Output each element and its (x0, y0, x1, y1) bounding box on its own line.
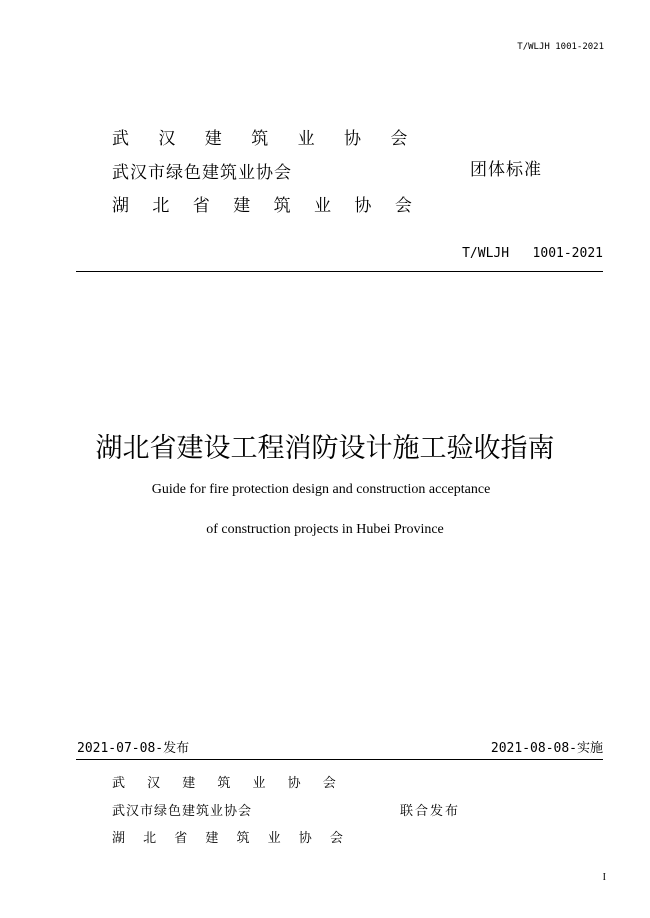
implementation-date: 2021-08-08-实施 (490, 741, 603, 756)
standard-number: T/WLJH 1001-2021 (462, 246, 603, 261)
header-standard-code: T/WLJH 1001-2021 (517, 42, 604, 52)
document-title-chinese: 湖北省建设工程消防设计施工验收指南 (95, 433, 555, 464)
page-number: I (602, 872, 606, 883)
top-divider (76, 271, 603, 272)
publisher-org-wuhan-construction: 武 汉 建 筑 业 协 会 (112, 776, 345, 791)
publisher-org-hubei-construction: 湖 北 省 建 筑 业 协 会 (112, 831, 350, 846)
issuer-org-hubei-construction: 湖 北 省 建 筑 业 协 会 (112, 196, 421, 216)
joint-release-label: 联合发布 (400, 804, 461, 819)
issuer-org-wuhan-construction: 武 汉 建 筑 业 协 会 (112, 129, 420, 149)
document-title-english-line2: of construction projects in Hubei Province (206, 522, 444, 537)
document-title-english-line1: Guide for fire protection design and construction acceptance (151, 482, 491, 497)
standard-type-label: 团体标准 (470, 160, 542, 180)
bottom-divider (76, 759, 603, 760)
publisher-org-wuhan-green-construction: 武汉市绿色建筑业协会 (112, 804, 253, 819)
issuer-org-wuhan-green-construction: 武汉市绿色建筑业协会 (112, 163, 292, 183)
publish-date: 2021-07-08-发布 (77, 741, 190, 756)
